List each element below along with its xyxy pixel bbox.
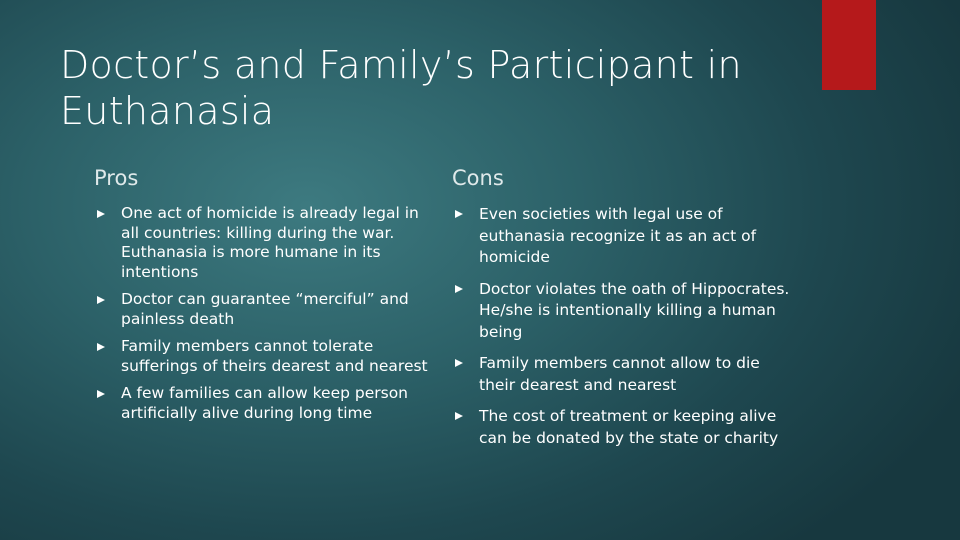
cons-item-text: Family members cannot allow to die their dearest and nearest xyxy=(479,354,760,394)
arrow-bullet-icon xyxy=(97,210,105,218)
cons-item-text: Even societies with legal use of euthanasia recognize it as an act of homicide xyxy=(479,205,757,266)
arrow-bullet-icon xyxy=(455,210,463,218)
list-item xyxy=(452,279,797,344)
cons-column xyxy=(452,164,797,459)
list-item xyxy=(94,204,430,282)
arrow-bullet-icon xyxy=(455,359,463,367)
slide-title: Doctor’s and Family’s Participant in Euthanasia xyxy=(60,43,742,133)
list-item xyxy=(94,290,430,329)
pros-item-text: Doctor can guarantee “merciful” and painless death xyxy=(121,290,409,328)
list-item xyxy=(452,353,797,396)
list-item xyxy=(94,384,430,423)
arrow-bullet-icon xyxy=(97,343,105,351)
pros-list xyxy=(94,204,430,423)
accent-bar xyxy=(822,0,876,90)
pros-heading: Pros xyxy=(94,166,139,190)
cons-item-text: The cost of treatment or keeping alive can be donated by the state or charity xyxy=(479,407,779,447)
arrow-bullet-icon xyxy=(97,296,105,304)
pros-item-text: A few families can allow keep person artificially alive during long time xyxy=(121,384,408,422)
arrow-bullet-icon xyxy=(455,412,463,420)
cons-item-text: Doctor violates the oath of Hippocrates. He/she is intentionally killing a human being xyxy=(479,279,790,341)
list-item xyxy=(452,204,797,269)
list-item xyxy=(94,337,430,376)
arrow-bullet-icon xyxy=(455,285,463,293)
cons-heading: Cons xyxy=(452,166,504,190)
pros-item-text: One act of homicide is already legal in all countries: killing during the war. Euthanasia is more humane in its intentions xyxy=(121,204,419,281)
cons-list xyxy=(452,204,797,449)
pros-item-text: Family members cannot tolerate sufferings of theirs dearest and nearest xyxy=(121,337,428,375)
pros-column xyxy=(94,164,430,431)
arrow-bullet-icon xyxy=(97,390,105,398)
list-item xyxy=(452,406,797,449)
